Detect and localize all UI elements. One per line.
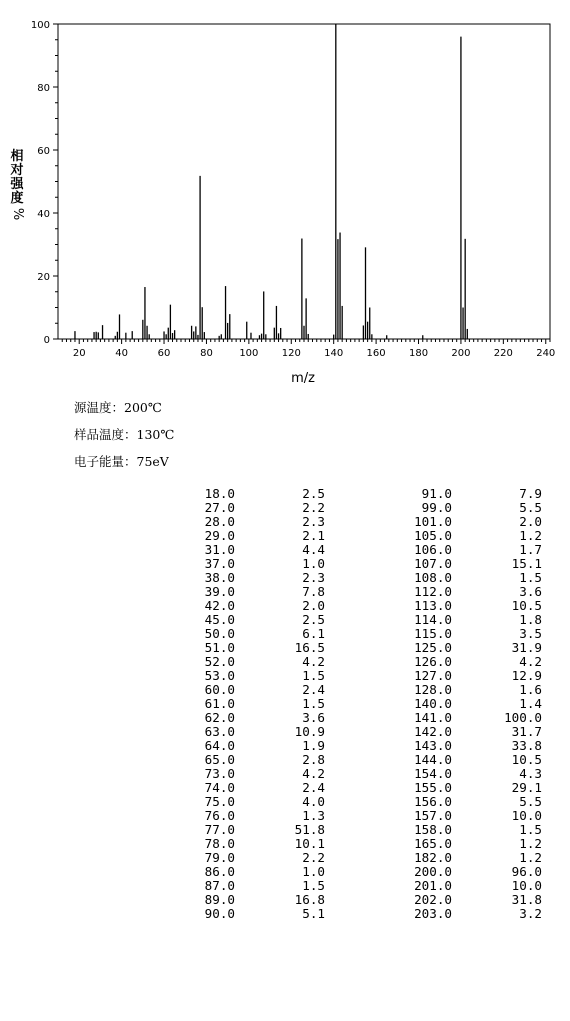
intensity-value: 1.8 bbox=[519, 612, 542, 627]
table-row bbox=[80, 906, 542, 921]
intensity-value: 2.0 bbox=[302, 598, 325, 613]
plot-frame bbox=[58, 24, 550, 339]
spectrum-bars bbox=[75, 24, 467, 339]
intensity-value: 2.3 bbox=[302, 514, 325, 529]
intensity-value: 2.4 bbox=[302, 682, 325, 697]
intensity-value: 3.6 bbox=[302, 710, 325, 725]
table-row bbox=[80, 528, 542, 543]
intensity-value: 10.5 bbox=[511, 752, 542, 767]
intensity-value: 4.2 bbox=[302, 654, 325, 669]
intensity-value: 4.2 bbox=[519, 654, 542, 669]
intensity-value: 4.4 bbox=[302, 542, 325, 557]
sample-temperature: 样品温度：130℃ bbox=[74, 427, 175, 442]
mz-value: 154.0 bbox=[414, 766, 452, 781]
mz-value: 75.0 bbox=[204, 794, 235, 809]
intensity-value: 2.5 bbox=[302, 486, 325, 501]
intensity-value: 10.0 bbox=[511, 878, 542, 893]
mz-value: 127.0 bbox=[414, 668, 452, 683]
mz-value: 42.0 bbox=[204, 598, 235, 613]
y-axis-title-char: 度 bbox=[10, 191, 24, 206]
y-tick-label: 0 bbox=[43, 335, 50, 346]
table-row bbox=[80, 556, 542, 571]
mz-value: 182.0 bbox=[414, 850, 452, 865]
mz-value: 142.0 bbox=[414, 724, 452, 739]
mz-value: 38.0 bbox=[204, 570, 235, 585]
intensity-value: 4.2 bbox=[302, 766, 325, 781]
y-tick-label: 80 bbox=[37, 83, 50, 94]
source-temperature: 源温度：200℃ bbox=[74, 400, 162, 415]
intensity-value: 1.5 bbox=[519, 822, 542, 837]
intensity-value: 2.2 bbox=[302, 500, 325, 515]
mz-value: 107.0 bbox=[414, 556, 452, 571]
x-tick-label: 160 bbox=[366, 348, 386, 359]
mz-value: 31.0 bbox=[204, 542, 235, 557]
table-row bbox=[80, 878, 542, 893]
mz-value: 90.0 bbox=[204, 906, 235, 921]
intensity-value: 1.5 bbox=[302, 878, 325, 893]
mz-value: 87.0 bbox=[204, 878, 235, 893]
intensity-value: 2.5 bbox=[302, 612, 325, 627]
mz-value: 27.0 bbox=[204, 500, 235, 515]
table-row bbox=[80, 794, 542, 809]
mz-value: 105.0 bbox=[414, 528, 452, 543]
table-row bbox=[80, 710, 542, 725]
mz-value: 114.0 bbox=[414, 612, 452, 627]
intensity-value: 3.5 bbox=[519, 626, 542, 641]
table-row bbox=[80, 864, 542, 879]
intensity-value: 2.3 bbox=[302, 570, 325, 585]
y-tick-label: 40 bbox=[37, 209, 50, 220]
intensity-value: 15.1 bbox=[511, 556, 542, 571]
electron-energy: 电子能量：75eV bbox=[74, 454, 169, 469]
x-tick-label: 180 bbox=[408, 348, 429, 359]
mz-value: 78.0 bbox=[204, 836, 235, 851]
intensity-value: 31.9 bbox=[511, 640, 542, 655]
mz-value: 39.0 bbox=[204, 584, 235, 599]
intensity-value: 7.9 bbox=[519, 486, 542, 501]
mz-value: 89.0 bbox=[204, 892, 235, 907]
mz-value: 106.0 bbox=[414, 542, 452, 557]
intensity-value: 1.3 bbox=[302, 808, 325, 823]
mz-value: 29.0 bbox=[204, 528, 235, 543]
table-row bbox=[80, 738, 542, 753]
table-row bbox=[80, 640, 542, 655]
intensity-value: 31.7 bbox=[511, 724, 542, 739]
x-tick-label: 200 bbox=[451, 348, 471, 359]
mz-value: 126.0 bbox=[414, 654, 452, 669]
mz-value: 203.0 bbox=[414, 906, 452, 921]
intensity-value: 29.1 bbox=[511, 780, 542, 795]
mz-value: 202.0 bbox=[414, 892, 452, 907]
intensity-value: 33.8 bbox=[511, 738, 542, 753]
mz-value: 51.0 bbox=[204, 640, 235, 655]
table-row bbox=[80, 570, 542, 585]
mass-spectrum-chart bbox=[0, 0, 570, 392]
mz-value: 143.0 bbox=[414, 738, 452, 753]
y-axis-title-text bbox=[8, 150, 26, 206]
intensity-value: 1.0 bbox=[302, 864, 325, 879]
intensity-value: 5.5 bbox=[519, 500, 542, 515]
intensity-value: 2.2 bbox=[302, 850, 325, 865]
mz-value: 76.0 bbox=[204, 808, 235, 823]
x-tick-label: 100 bbox=[239, 348, 259, 359]
table-row bbox=[80, 892, 542, 907]
mz-value: 65.0 bbox=[204, 752, 235, 767]
table-row bbox=[80, 682, 542, 697]
table-row bbox=[80, 542, 542, 557]
x-tick-label: 240 bbox=[536, 348, 556, 359]
mz-value: 108.0 bbox=[414, 570, 452, 585]
mz-value: 101.0 bbox=[414, 514, 452, 529]
intensity-value: 51.8 bbox=[294, 822, 325, 837]
table-row bbox=[80, 514, 542, 529]
intensity-value: 16.8 bbox=[294, 892, 325, 907]
intensity-value: 1.2 bbox=[519, 850, 542, 865]
y-tick-label: 20 bbox=[37, 272, 50, 283]
mz-value: 91.0 bbox=[421, 486, 452, 501]
intensity-value: 1.5 bbox=[302, 668, 325, 683]
mz-value: 45.0 bbox=[204, 612, 235, 627]
mz-value: 50.0 bbox=[204, 626, 235, 641]
plot-border bbox=[58, 24, 550, 339]
mz-value: 74.0 bbox=[204, 780, 235, 795]
table-row bbox=[80, 850, 542, 865]
table-row bbox=[80, 822, 542, 837]
x-tick-label: 60 bbox=[157, 348, 171, 359]
mz-value: 77.0 bbox=[204, 822, 235, 837]
y-axis-unit: % bbox=[10, 207, 25, 221]
intensity-value: 4.3 bbox=[519, 766, 542, 781]
intensity-value: 10.9 bbox=[294, 724, 325, 739]
intensity-value: 2.4 bbox=[302, 780, 325, 795]
intensity-value: 5.1 bbox=[302, 906, 325, 921]
mz-value: 60.0 bbox=[204, 682, 235, 697]
mz-value: 28.0 bbox=[204, 514, 235, 529]
intensity-value: 1.5 bbox=[302, 696, 325, 711]
intensity-value: 1.7 bbox=[519, 542, 542, 557]
table-row bbox=[80, 752, 542, 767]
mz-value: 73.0 bbox=[204, 766, 235, 781]
intensity-value: 1.5 bbox=[519, 570, 542, 585]
intensity-value: 5.5 bbox=[519, 794, 542, 809]
mz-value: 18.0 bbox=[204, 486, 235, 501]
mz-value: 144.0 bbox=[414, 752, 452, 767]
intensity-value: 4.0 bbox=[302, 794, 325, 809]
intensity-value: 2.8 bbox=[302, 752, 325, 767]
x-tick-label: 140 bbox=[324, 348, 344, 359]
mz-value: 63.0 bbox=[204, 724, 235, 739]
mz-value: 112.0 bbox=[414, 584, 452, 599]
mz-value: 125.0 bbox=[414, 640, 452, 655]
table-row bbox=[80, 598, 542, 613]
mz-value: 165.0 bbox=[414, 836, 452, 851]
intensity-value: 6.1 bbox=[302, 626, 325, 641]
table-row bbox=[80, 500, 542, 515]
table-row bbox=[80, 486, 542, 501]
mz-value: 113.0 bbox=[414, 598, 452, 613]
mz-value: 52.0 bbox=[204, 654, 235, 669]
x-tick-label: 220 bbox=[493, 348, 513, 359]
mz-value: 62.0 bbox=[204, 710, 235, 725]
x-tick-label: 80 bbox=[200, 348, 213, 359]
intensity-value: 1.6 bbox=[519, 682, 542, 697]
table-row bbox=[80, 668, 542, 683]
table-row bbox=[80, 808, 542, 823]
x-tick-label: 20 bbox=[72, 348, 86, 359]
intensity-value: 2.0 bbox=[519, 514, 542, 529]
mz-value: 141.0 bbox=[414, 710, 452, 725]
x-tick-label: 40 bbox=[115, 348, 128, 359]
intensity-value: 10.0 bbox=[511, 808, 542, 823]
y-tick-label: 100 bbox=[30, 20, 50, 31]
intensity-value: 31.8 bbox=[511, 892, 542, 907]
mz-value: 128.0 bbox=[414, 682, 452, 697]
x-tick-label: 120 bbox=[281, 348, 301, 359]
y-axis-ticks bbox=[31, 20, 58, 346]
mz-value: 37.0 bbox=[204, 556, 235, 571]
y-axis-title bbox=[8, 150, 26, 221]
mz-value: 99.0 bbox=[421, 500, 452, 515]
mz-value: 201.0 bbox=[414, 878, 452, 893]
intensity-value: 2.1 bbox=[302, 528, 325, 543]
intensity-value: 1.0 bbox=[302, 556, 325, 571]
table-row bbox=[80, 654, 542, 669]
mz-value: 53.0 bbox=[204, 668, 235, 683]
intensity-value: 1.2 bbox=[519, 528, 542, 543]
mz-value: 64.0 bbox=[204, 738, 235, 753]
mz-value: 157.0 bbox=[414, 808, 452, 823]
intensity-value: 1.4 bbox=[519, 696, 542, 711]
x-axis-title: m/z bbox=[291, 371, 315, 386]
table-row bbox=[80, 584, 542, 599]
table-row bbox=[80, 626, 542, 641]
intensity-value: 3.2 bbox=[519, 906, 542, 921]
peak-table bbox=[80, 486, 542, 921]
intensity-value: 1.2 bbox=[519, 836, 542, 851]
mz-value: 115.0 bbox=[414, 626, 452, 641]
intensity-value: 100.0 bbox=[504, 710, 542, 725]
y-axis-title-char: 相 bbox=[10, 149, 24, 164]
mz-value: 155.0 bbox=[414, 780, 452, 795]
intensity-value: 7.8 bbox=[302, 584, 325, 599]
table-row bbox=[80, 780, 542, 795]
intensity-value: 3.6 bbox=[519, 584, 542, 599]
mz-value: 140.0 bbox=[414, 696, 452, 711]
mz-value: 61.0 bbox=[204, 696, 235, 711]
intensity-value: 16.5 bbox=[294, 640, 325, 655]
table-row bbox=[80, 724, 542, 739]
y-axis-title-char: 对 bbox=[10, 163, 24, 178]
mz-value: 158.0 bbox=[414, 822, 452, 837]
table-row bbox=[80, 612, 542, 627]
table-row bbox=[80, 836, 542, 851]
y-tick-label: 60 bbox=[37, 146, 50, 157]
mz-value: 156.0 bbox=[414, 794, 452, 809]
x-axis-ticks bbox=[62, 339, 555, 359]
intensity-value: 10.5 bbox=[511, 598, 542, 613]
intensity-value: 10.1 bbox=[294, 836, 325, 851]
table-row bbox=[80, 766, 542, 781]
mz-value: 79.0 bbox=[204, 850, 235, 865]
intensity-value: 1.9 bbox=[302, 738, 325, 753]
intensity-value: 12.9 bbox=[511, 668, 542, 683]
table-row bbox=[80, 696, 542, 711]
mz-value: 200.0 bbox=[414, 864, 452, 879]
y-axis-title-char: 强 bbox=[10, 177, 24, 192]
mz-value: 86.0 bbox=[204, 864, 235, 879]
intensity-value: 96.0 bbox=[511, 864, 542, 879]
